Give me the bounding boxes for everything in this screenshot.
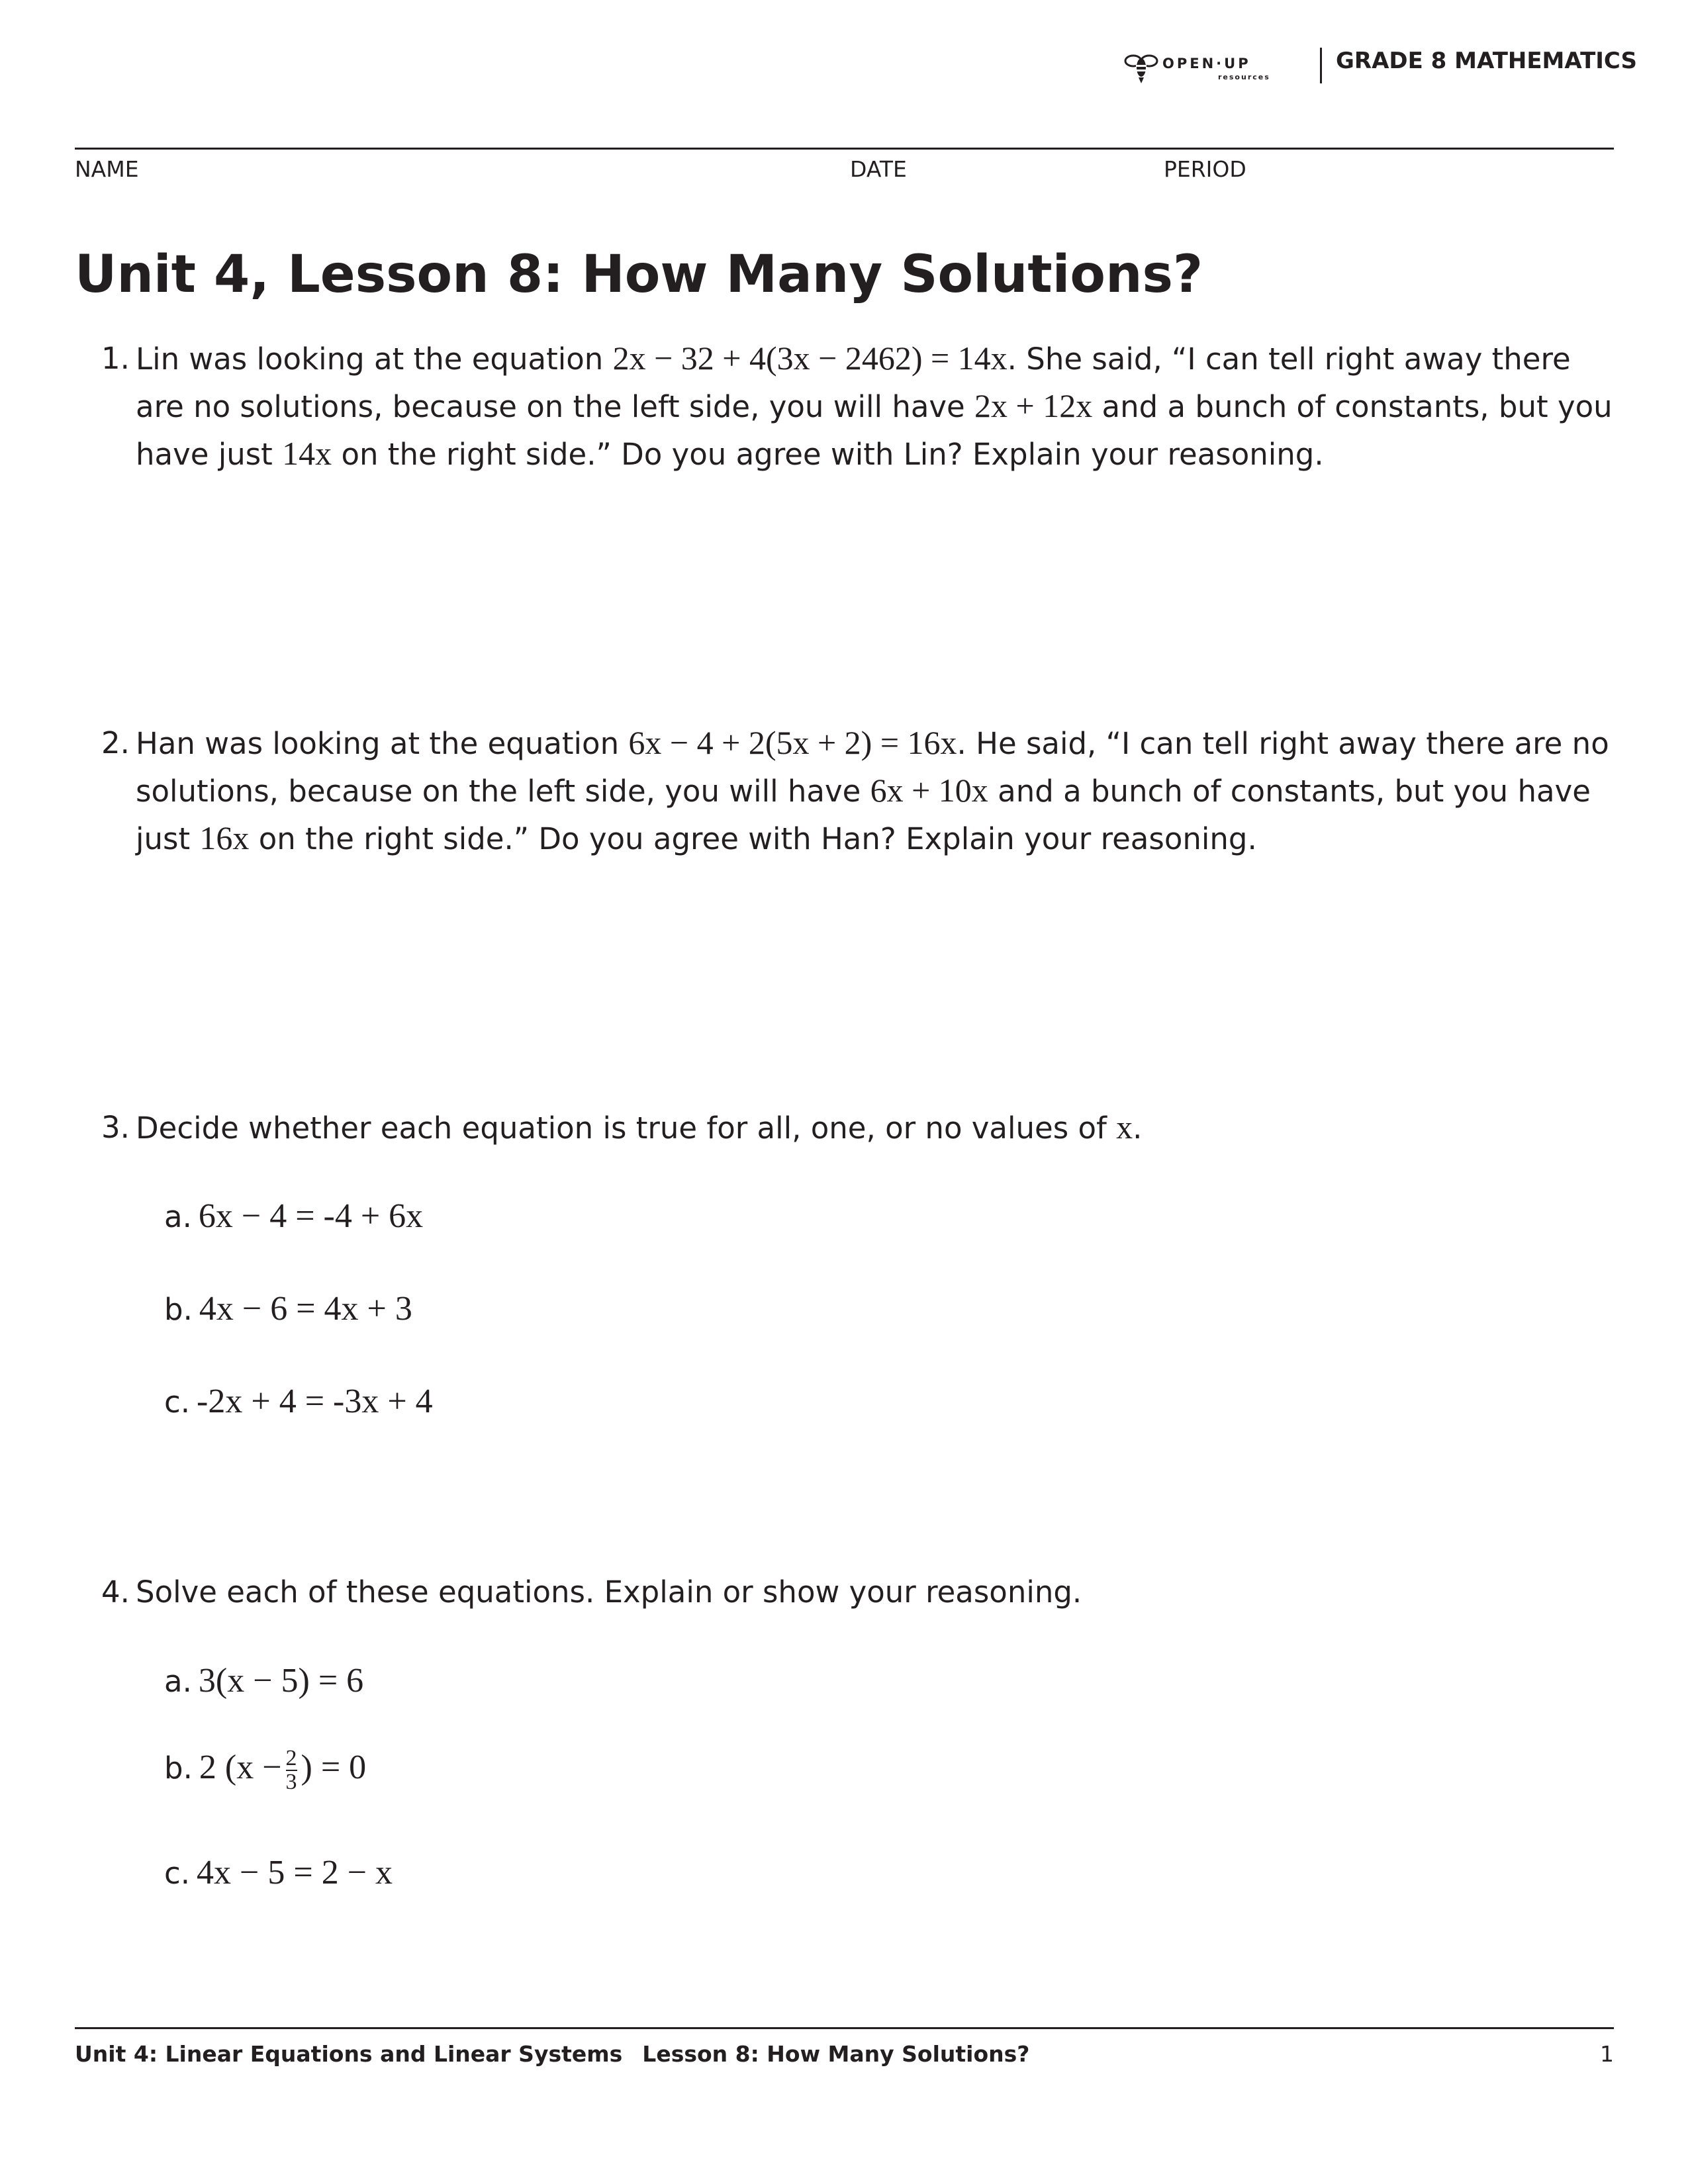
date-label: DATE: [850, 156, 907, 182]
question-4: [101, 1569, 1617, 1615]
period-label: PERIOD: [1164, 156, 1246, 182]
question-3-part-a: a. 6x − 4 = -4 + 6x: [164, 1197, 424, 1235]
bee-icon: [1124, 48, 1158, 89]
question-text: Han was looking at the equation 6x − 4 + 2(5x + 2) = 16x. He said, “I can tell right away there are no solutions, because on the left side, you will have 6x + 10x and a bunch of constants, but you have just 16x on the right side.” Do you agree with Han? Explain your reasoning.: [136, 724, 1609, 856]
footer-title: [75, 2041, 1029, 2067]
fraction: $\frac{2}{3}$: [285, 1746, 297, 1794]
equation: 3(x − 5) = 6: [198, 1662, 364, 1700]
footer-unit: Unit 4: Linear Equations and Linear Systems: [75, 2041, 623, 2067]
expression: 6x + 10x: [870, 772, 988, 809]
question-number: 4.: [101, 1574, 130, 1610]
question-4-part-b: b. 2 (x − $\frac{2}{3}$ ) = 0: [164, 1746, 367, 1794]
name-label: NAME: [75, 156, 139, 182]
question-3-part-c: c. -2x + 4 = -3x + 4: [164, 1383, 433, 1420]
grade-label: GRADE 8 MATHEMATICS: [1336, 48, 1637, 74]
footer-lesson: Lesson 8: How Many Solutions?: [642, 2041, 1030, 2067]
question-number: 2.: [101, 725, 130, 760]
question-4-part-c: c. 4x − 5 = 2 − x: [164, 1854, 393, 1891]
question-2: [101, 719, 1617, 862]
question-number: 3.: [101, 1110, 130, 1145]
question-number: 1.: [101, 341, 130, 376]
open-up-resources-logo: [1124, 48, 1296, 89]
name-line: [75, 148, 1614, 150]
equation: 4x − 6 = 4x + 3: [199, 1290, 412, 1328]
logo-wordmark: OPEN·UP: [1162, 56, 1251, 71]
equation: 6x − 4 + 2(5x + 2) = 16x: [628, 724, 957, 761]
equation: 4x − 5 = 2 − x: [197, 1854, 393, 1891]
header-divider: [1320, 48, 1322, 83]
footer-line: [75, 2027, 1614, 2029]
question-1: [101, 335, 1617, 478]
question-3: [101, 1104, 1617, 1152]
question-text: Decide whether each equation is true for all, one, or no values of x.: [136, 1109, 1143, 1146]
expression: 16x: [199, 819, 250, 856]
expression: 2x + 12x: [974, 387, 1093, 424]
expression: 14x: [282, 435, 332, 472]
question-text: Lin was looking at the equation 2x − 32 + 4(3x − 2462) = 14x. She said, “I can tell right away there are no solutions, because on the left side, you will have 2x + 12x and a bunch of constants, but you have just 14x on the right side.” Do you agree with Lin? Explain your reasoning.: [136, 340, 1613, 472]
page-number: 1: [1600, 2041, 1614, 2067]
page-title: Unit 4, Lesson 8: How Many Solutions?: [75, 245, 1203, 304]
logo-subtitle: resources: [1218, 73, 1270, 81]
question-4-part-a: a. 3(x − 5) = 6: [164, 1662, 364, 1700]
equation: 2 (x − $\frac{2}{3}$ ) = 0: [199, 1746, 367, 1794]
equation: -2x + 4 = -3x + 4: [197, 1383, 433, 1420]
equation: 2x − 32 + 4(3x − 2462) = 14x: [612, 340, 1008, 377]
question-text: Solve each of these equations. Explain or show your reasoning.: [136, 1574, 1082, 1610]
equation: 6x − 4 = -4 + 6x: [198, 1197, 424, 1235]
question-3-part-b: b. 4x − 6 = 4x + 3: [164, 1290, 412, 1328]
